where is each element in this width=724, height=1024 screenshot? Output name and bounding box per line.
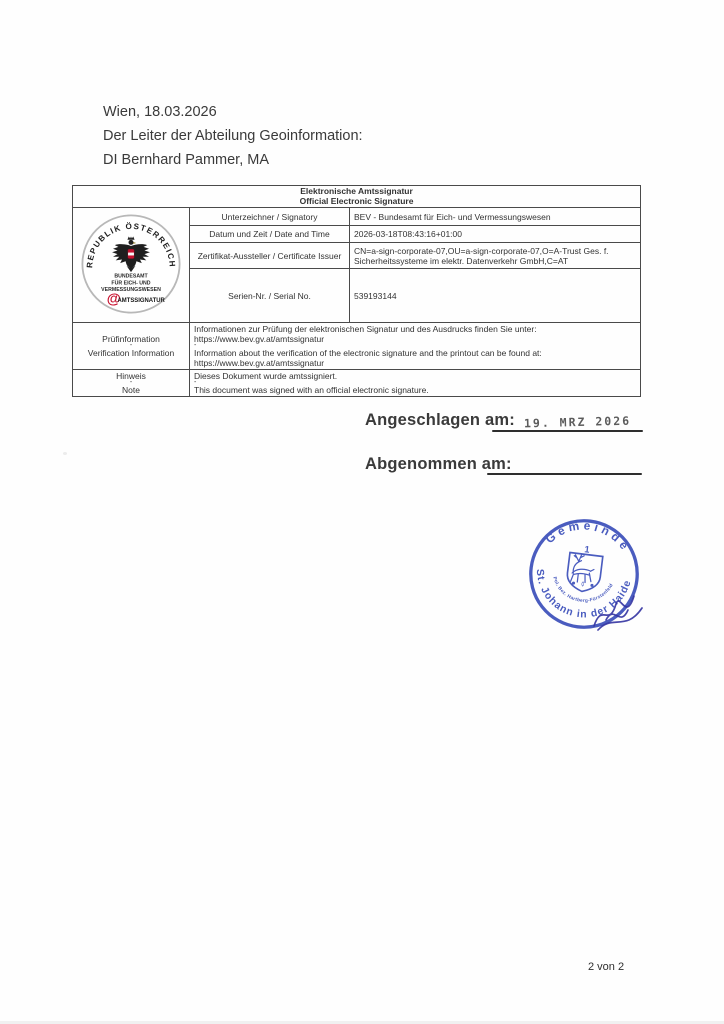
verification-value-de: Informationen zur Prüfung der elektronischen Signatur und des Ausdrucks finden Sie unter: https://www.bev.gv.at/amtssignatur — [194, 324, 537, 344]
verification-value-sep: - — [194, 342, 197, 349]
removed-on-label: Abgenommen am: — [365, 455, 512, 473]
note-value-en: This document was signed with an official electronic signature. — [194, 385, 429, 395]
signature-scribble — [582, 580, 652, 640]
removed-on-line — [487, 473, 642, 475]
note-label — [73, 370, 190, 397]
verification-label-sep: - — [129, 342, 133, 349]
note-value-sep: - — [194, 379, 197, 386]
datetime-value: 2026-03-18T08:43:16+01:00 — [350, 226, 641, 243]
datetime-label: Datum und Zeit / Date and Time — [190, 226, 350, 243]
serial-value: 539193144 — [350, 269, 641, 323]
verification-value-en: Information about the verification of the electronic signature and the printout can be found at: https://www.bev.gv.at/amtssignatur — [194, 348, 542, 368]
issuer-value: CN=a-sign-corporate-07,OU=a-sign-corporate-07,O=A-Trust Ges. f. Sicherheitssysteme im elektr. Datenverkehr GmbH,C=AT — [350, 243, 641, 269]
signature-title-de: Elektronische Amtssignatur — [300, 186, 413, 196]
stamp-district-arc: Pol. Bez. Hartberg-Fürstenfeld — [551, 576, 615, 604]
serial-label: Serien-Nr. / Serial No. — [190, 269, 350, 323]
note-label-de: Hinweis — [116, 371, 146, 381]
stamp-top-arc: Gemeinde — [542, 518, 634, 555]
note-label-sep: - — [129, 379, 133, 386]
stamp-number: 1 — [583, 544, 591, 555]
signatory-label: Unterzeichner / Signatory — [190, 208, 350, 226]
signatory-value: BEV - Bundesamt für Eich- und Vermessungswesen — [350, 208, 641, 226]
note-label-en: Note — [122, 385, 140, 395]
verification-label-en: Verification Information — [87, 348, 175, 358]
note-value — [190, 370, 641, 397]
posted-on-label: Angeschlagen am: — [365, 411, 515, 429]
bev-seal — [77, 210, 185, 318]
stamp-bottom-arc: St. Johann in der Haide — [533, 568, 634, 621]
note-value-de: Dieses Dokument wurde amtssigniert. — [194, 371, 338, 381]
verification-value — [190, 323, 641, 370]
posted-on-line — [492, 430, 643, 432]
verification-label — [73, 323, 190, 370]
amtssignatur-label: AMTSSIGNATUR — [117, 297, 165, 304]
seal-org-line2: FÜR EICH- UND — [111, 280, 151, 287]
page-number: 2 von 2 — [588, 961, 625, 973]
scan-speck — [63, 452, 67, 455]
seal-org-line3: VERMESSUNGSWESEN — [101, 287, 161, 293]
letterhead — [103, 100, 363, 172]
seal-arc-text: REPUBLIK ÖSTERREICH — [85, 221, 177, 269]
signature-block-table — [72, 185, 641, 397]
posted-date-stamp: 19. MRZ 2026 — [523, 413, 632, 431]
verification-label-de: Prüfinformation — [102, 334, 160, 344]
seal-org-line1: BUNDESAMT — [114, 273, 148, 280]
signature-title-en: Official Electronic Signature — [299, 195, 414, 206]
bev-seal-cell — [73, 208, 190, 323]
issuer-label: Zertifikat-Aussteller / Certificate Issuer — [190, 243, 350, 269]
at-symbol-icon: @ — [106, 291, 121, 308]
city-date-line: Wien, 18.03.2026 — [103, 104, 217, 120]
signature-table-header — [73, 186, 641, 208]
signatory-name-line: DI Bernhard Pammer, MA — [103, 152, 269, 168]
department-line: Der Leiter der Abteilung Geoinformation: — [103, 128, 363, 144]
